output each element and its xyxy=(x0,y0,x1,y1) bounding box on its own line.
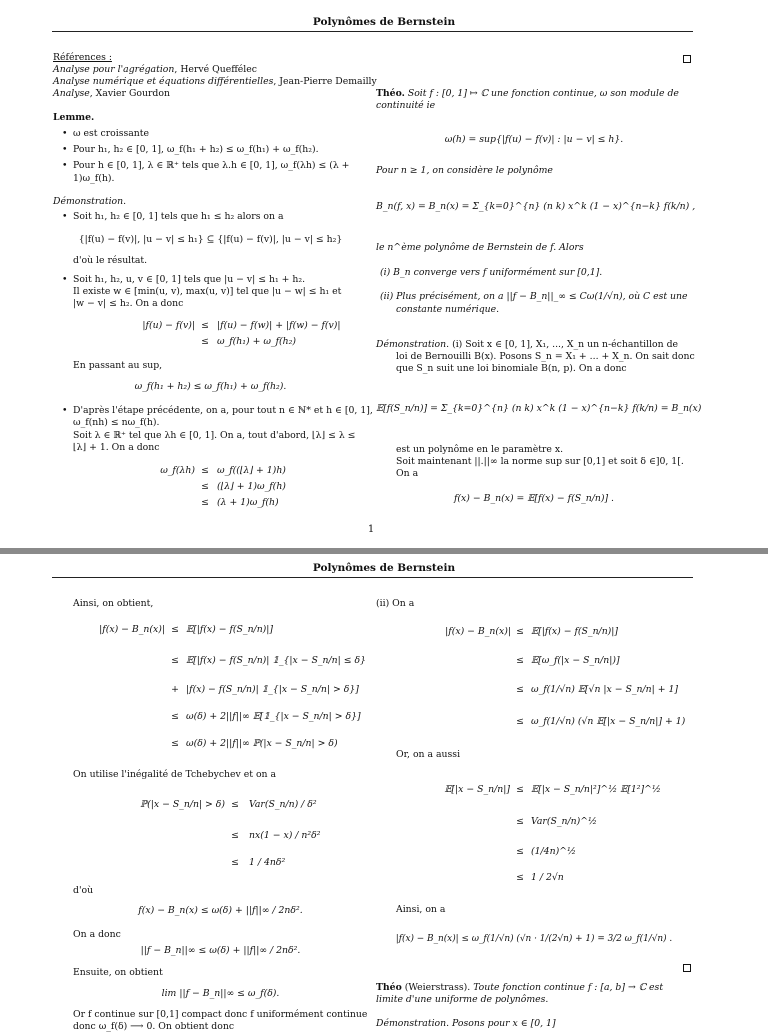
ineq1-rel-1: ≤ xyxy=(201,336,209,347)
ineq2-rhs-2: (λ + 1)ω_f(h) xyxy=(217,497,279,508)
ineq6-rhs-3: 1 / 2√n xyxy=(531,872,564,883)
set-inclusion: {|f(u) − f(v)|, |u − v| ≤ h₁} ⊆ {|f(u) − f(v)|, |u − v| ≤ h₂} xyxy=(78,234,343,245)
ineq3-rel-3: ≤ xyxy=(171,711,179,722)
ineq2-rel-1: ≤ xyxy=(201,481,209,492)
ineq2-rel-2: ≤ xyxy=(201,497,209,508)
ref-1: Analyse pour l'agrégation, Hervé Queffélec xyxy=(53,64,257,75)
right-demo-line-7: On a xyxy=(396,468,419,479)
ineq6-rhs-1: Var(S_n/n)^½ xyxy=(531,816,598,827)
theo-line-1: Théo. Soit f : [0, 1] ↦ ℂ une fonction continue, ω son module de xyxy=(376,88,679,99)
page-number: 1 xyxy=(367,524,375,535)
right-demo-line-2: loi de Bernouilli B(x). Posons S_n = X₁ + ... + X_n. On sait donc xyxy=(396,351,695,362)
ineq4-lhs-0: ℙ(|x − S_n/n| > δ) xyxy=(140,799,225,810)
ineq5-rel-2: ≤ xyxy=(516,684,524,695)
ineq4-rhs-0: Var(S_n/n) / δ² xyxy=(249,799,317,810)
ineq6-rel-1: ≤ xyxy=(516,816,524,827)
demo2-line: Démonstration. Posons pour x ∈ [0, 1] xyxy=(376,1018,556,1029)
ineq1-rhs-1: ω_f(h₁) + ω_f(h₂) xyxy=(217,336,296,347)
ineq3-rhs-4: ω(δ) + 2||f||∞ ℙ(|x − S_n/n| > δ) xyxy=(186,738,338,749)
left-column xyxy=(73,598,368,1032)
page-title: Polynômes de Bernstein xyxy=(312,562,456,574)
theo-line-4: Pour n ≥ 1, on considère le polynôme xyxy=(376,165,553,176)
ref-3: Analyse, Xavier Gourdon xyxy=(53,88,170,99)
expectation-formula: 𝔼[f(S_n/n)] = Σ_{k=0}^{n} (n k) x^k (1 − x)^{n−k} f(k/n) = B_n(x) xyxy=(376,403,702,414)
ineq2-rhs-1: (⌊λ⌋ + 1)ω_f(h) xyxy=(217,481,286,492)
theo2-line-1: Théo (Weierstrass). Toute fonction continue f : [a, b] → ℂ est xyxy=(376,982,664,993)
ineq6-rel-0: ≤ xyxy=(516,784,524,795)
difference-formula: f(x) − B_n(x) = 𝔼[f(x) − f(S_n/n)] . xyxy=(453,493,614,504)
right-line-1: (ii) On a xyxy=(376,598,415,609)
left-line-10: donc ω_f(δ) ⟶ 0. On obtient donc xyxy=(73,1021,235,1032)
ineq6-rel-2: ≤ xyxy=(516,846,524,857)
lemme-item-3-cont: 1)ω_f(h). xyxy=(73,173,115,184)
ineq3-rel-4: ≤ xyxy=(171,738,179,749)
right-demo-line-1: Démonstration. (i) Soit x ∈ [0, 1], X₁, ..., X_n un n-échantillon de xyxy=(376,339,679,350)
ineq6-rel-3: ≤ xyxy=(516,872,524,883)
page-2 xyxy=(0,554,768,1032)
ineq1-lhs-0: |f(u) − f(v)| xyxy=(142,320,195,331)
lemme-item-2: • Pour h₁, h₂ ∈ [0, 1], ω_f(h₁ + h₂) ≤ ω_f(h₁) + ω_f(h₂). xyxy=(62,144,319,155)
subadditivity: ω_f(h₁ + h₂) ≤ ω_f(h₁) + ω_f(h₂). xyxy=(134,381,287,392)
demo-line-6: |w − v| ≤ h₂. On a donc xyxy=(73,298,184,309)
ineq3-rhs-2: |f(x) − f(S_n/n)| 𝟙_{|x − S_n/n| > δ}] xyxy=(186,684,359,695)
demo-line-4: • Soit h₁, h₂, u, v ∈ [0, 1] tels que |u − v| ≤ h₁ + h₂. xyxy=(62,274,306,285)
theo-line-2: continuité ie xyxy=(376,100,436,111)
ineq3-lhs-0: |f(x) − B_n(x)| xyxy=(99,624,165,635)
ineq1-rhs-0: |f(u) − f(w)| + |f(w) − f(v)| xyxy=(217,320,341,331)
demo-line-1: • Soit h₁, h₂ ∈ [0, 1] tels que h₁ ≤ h₂ alors on a xyxy=(62,211,284,222)
ineq6-rhs-2: (1/4n)^½ xyxy=(531,846,577,857)
left-line-1: Ainsi, on obtient, xyxy=(73,598,154,609)
ineq4-rel-2: ≤ xyxy=(231,857,239,868)
ref-2: Analyse numérique et équations différentielles, Jean-Pierre Demailly xyxy=(53,76,377,87)
right-column xyxy=(376,88,702,518)
ineq4-rel-0: ≤ xyxy=(231,799,239,810)
ineq5-rel-3: ≤ xyxy=(516,716,524,727)
bernstein-poly-def: B_n(f, x) = B_n(x) = Σ_{k=0}^{n} (n k) x^k (1 − x)^{n−k} f(k/n) , xyxy=(376,201,696,212)
demo-line-12: ⌊λ⌋ + 1. On a donc xyxy=(73,442,160,453)
qed-square-icon xyxy=(683,55,691,63)
theo-item-i: (i) B_n converge vers f uniformément sur [0,1]. xyxy=(380,267,603,278)
right-line-2: Or, on a aussi xyxy=(396,749,461,760)
left-line-5: On a donc xyxy=(73,929,121,940)
ineq2-rhs-0: ω_f((⌊λ⌋ + 1)h) xyxy=(217,465,286,476)
ineq3-rhs-0: 𝔼[|f(x) − f(S_n/n)|] xyxy=(186,624,274,635)
theo-item-ii: (ii) Plus précisément, on a ||f − B_n||_∞ ≤ Cω(1/√n), où C est une xyxy=(380,291,688,302)
ineq3-rel-2: + xyxy=(171,684,179,695)
ineq3-rel-1: ≤ xyxy=(171,655,179,666)
right-column xyxy=(376,598,692,1029)
ineq5-rhs-0: 𝔼[|f(x) − f(S_n/n)|] xyxy=(531,626,619,637)
theo2-line-2: limite d'une uniforme de polynômes. xyxy=(376,994,549,1005)
ineq2-lhs-0: ω_f(λh) xyxy=(160,465,195,476)
theo-item-ii-cont: constante numérique. xyxy=(396,304,500,315)
limsup-bound: lim ||f − B_n||∞ ≤ ω_f(δ). xyxy=(161,988,280,999)
refs-title: Références : xyxy=(53,52,112,63)
ineq3-rel-0: ≤ xyxy=(171,624,179,635)
demo-line-10: ω_f(nh) ≤ nω_f(h). xyxy=(73,417,160,428)
page-title: Polynômes de Bernstein xyxy=(312,16,456,28)
demo-line-11: Soit λ ∈ ℝ⁺ tel que λh ∈ [0, 1]. On a, tout d'abord, ⌊λ⌋ ≤ λ ≤ xyxy=(73,430,356,441)
ineq5-rel-0: ≤ xyxy=(516,626,524,637)
ineq6-lhs-0: 𝔼[|x − S_n/n|] xyxy=(444,784,510,795)
right-demo-line-3: que S_n suit une loi binomiale B(n, p). On a donc xyxy=(396,363,627,374)
left-line-7: Ensuite, on obtient xyxy=(73,967,163,978)
modulus-def: ω(h) = sup{|f(u) − f(v)| : |u − v| ≤ h}. xyxy=(444,134,624,145)
demo-line-3: d'où le résultat. xyxy=(73,255,148,266)
ineq5-rhs-2: ω_f(1/√n) 𝔼[√n |x − S_n/n| + 1] xyxy=(531,684,678,695)
header-rule xyxy=(52,577,693,578)
theo-line-6: le n^ème polynôme de Bernstein de f. Alors xyxy=(376,242,584,253)
demo-line-5: Il existe w ∈ [min(u, v), max(u, v)] tel que |u − w| ≤ h₁ et xyxy=(73,286,342,297)
left-column xyxy=(53,52,377,522)
header-rule xyxy=(52,31,693,32)
left-line-3: d'où xyxy=(73,885,94,896)
demo-line-7: En passant au sup, xyxy=(73,360,163,371)
demo-line-9: • D'après l'étape précédente, on a, pour tout n ∈ ℕ* et h ∈ [0, 1], xyxy=(62,405,373,416)
bound-2: ||f − B_n||∞ ≤ ω(δ) + ||f||∞ / 2nδ². xyxy=(140,945,301,956)
ineq5-rhs-1: 𝔼[ω_f(|x − S_n/n|)] xyxy=(531,655,620,666)
ineq5-rhs-3: ω_f(1/√n) (√n 𝔼[|x − S_n/n|] + 1) xyxy=(531,716,686,727)
ineq4-rel-1: ≤ xyxy=(231,830,239,841)
bound-1: f(x) − B_n(x) ≤ ω(δ) + ||f||∞ / 2nδ². xyxy=(138,905,303,916)
ineq6-rhs-0: 𝔼[|x − S_n/n|²]^½ 𝔼[1²]^½ xyxy=(531,784,661,795)
ineq3-rhs-3: ω(δ) + 2||f||∞ 𝔼[𝟙_{|x − S_n/n| > δ}] xyxy=(186,711,361,722)
final-bound: |f(x) − B_n(x)| ≤ ω_f(1/√n) (√n · 1/(2√n) + 1) = 3/2 ω_f(1/√n) . xyxy=(395,934,673,944)
ineq5-rel-1: ≤ xyxy=(516,655,524,666)
ineq1-rel-0: ≤ xyxy=(201,320,209,331)
lemme-item-3: • Pour h ∈ [0, 1], λ ∈ ℝ⁺ tels que λ.h ∈ [0, 1], ω_f(λh) ≤ (λ + xyxy=(62,160,350,171)
ineq3-rhs-1: 𝔼[|f(x) − f(S_n/n)| 𝟙_{|x − S_n/n| ≤ δ} xyxy=(186,655,366,666)
ineq4-rhs-1: nx(1 − x) / n²δ² xyxy=(249,830,321,841)
right-demo-line-6: Soit maintenant ||.||∞ la norme sup sur [0,1] et soit δ ∈]0, 1[. xyxy=(396,456,684,467)
ineq5-lhs-0: |f(x) − B_n(x)| xyxy=(445,626,511,637)
right-line-3: Ainsi, on a xyxy=(396,904,446,915)
ineq2-rel-0: ≤ xyxy=(201,465,209,476)
left-line-9: Or f continue sur [0,1] compact donc f uniformément continue xyxy=(73,1009,368,1020)
lemme-title: Lemme. xyxy=(53,112,95,123)
right-demo-line-5: est un polynôme en le paramètre x. xyxy=(396,444,564,455)
ineq4-rhs-2: 1 / 4nδ² xyxy=(249,857,286,868)
qed-square-icon xyxy=(683,964,691,972)
demo-label: Démonstration. xyxy=(53,196,127,207)
left-line-2: On utilise l'inégalité de Tchebychev et on a xyxy=(73,769,277,780)
lemme-item-1: • ω est croissante xyxy=(62,128,150,139)
